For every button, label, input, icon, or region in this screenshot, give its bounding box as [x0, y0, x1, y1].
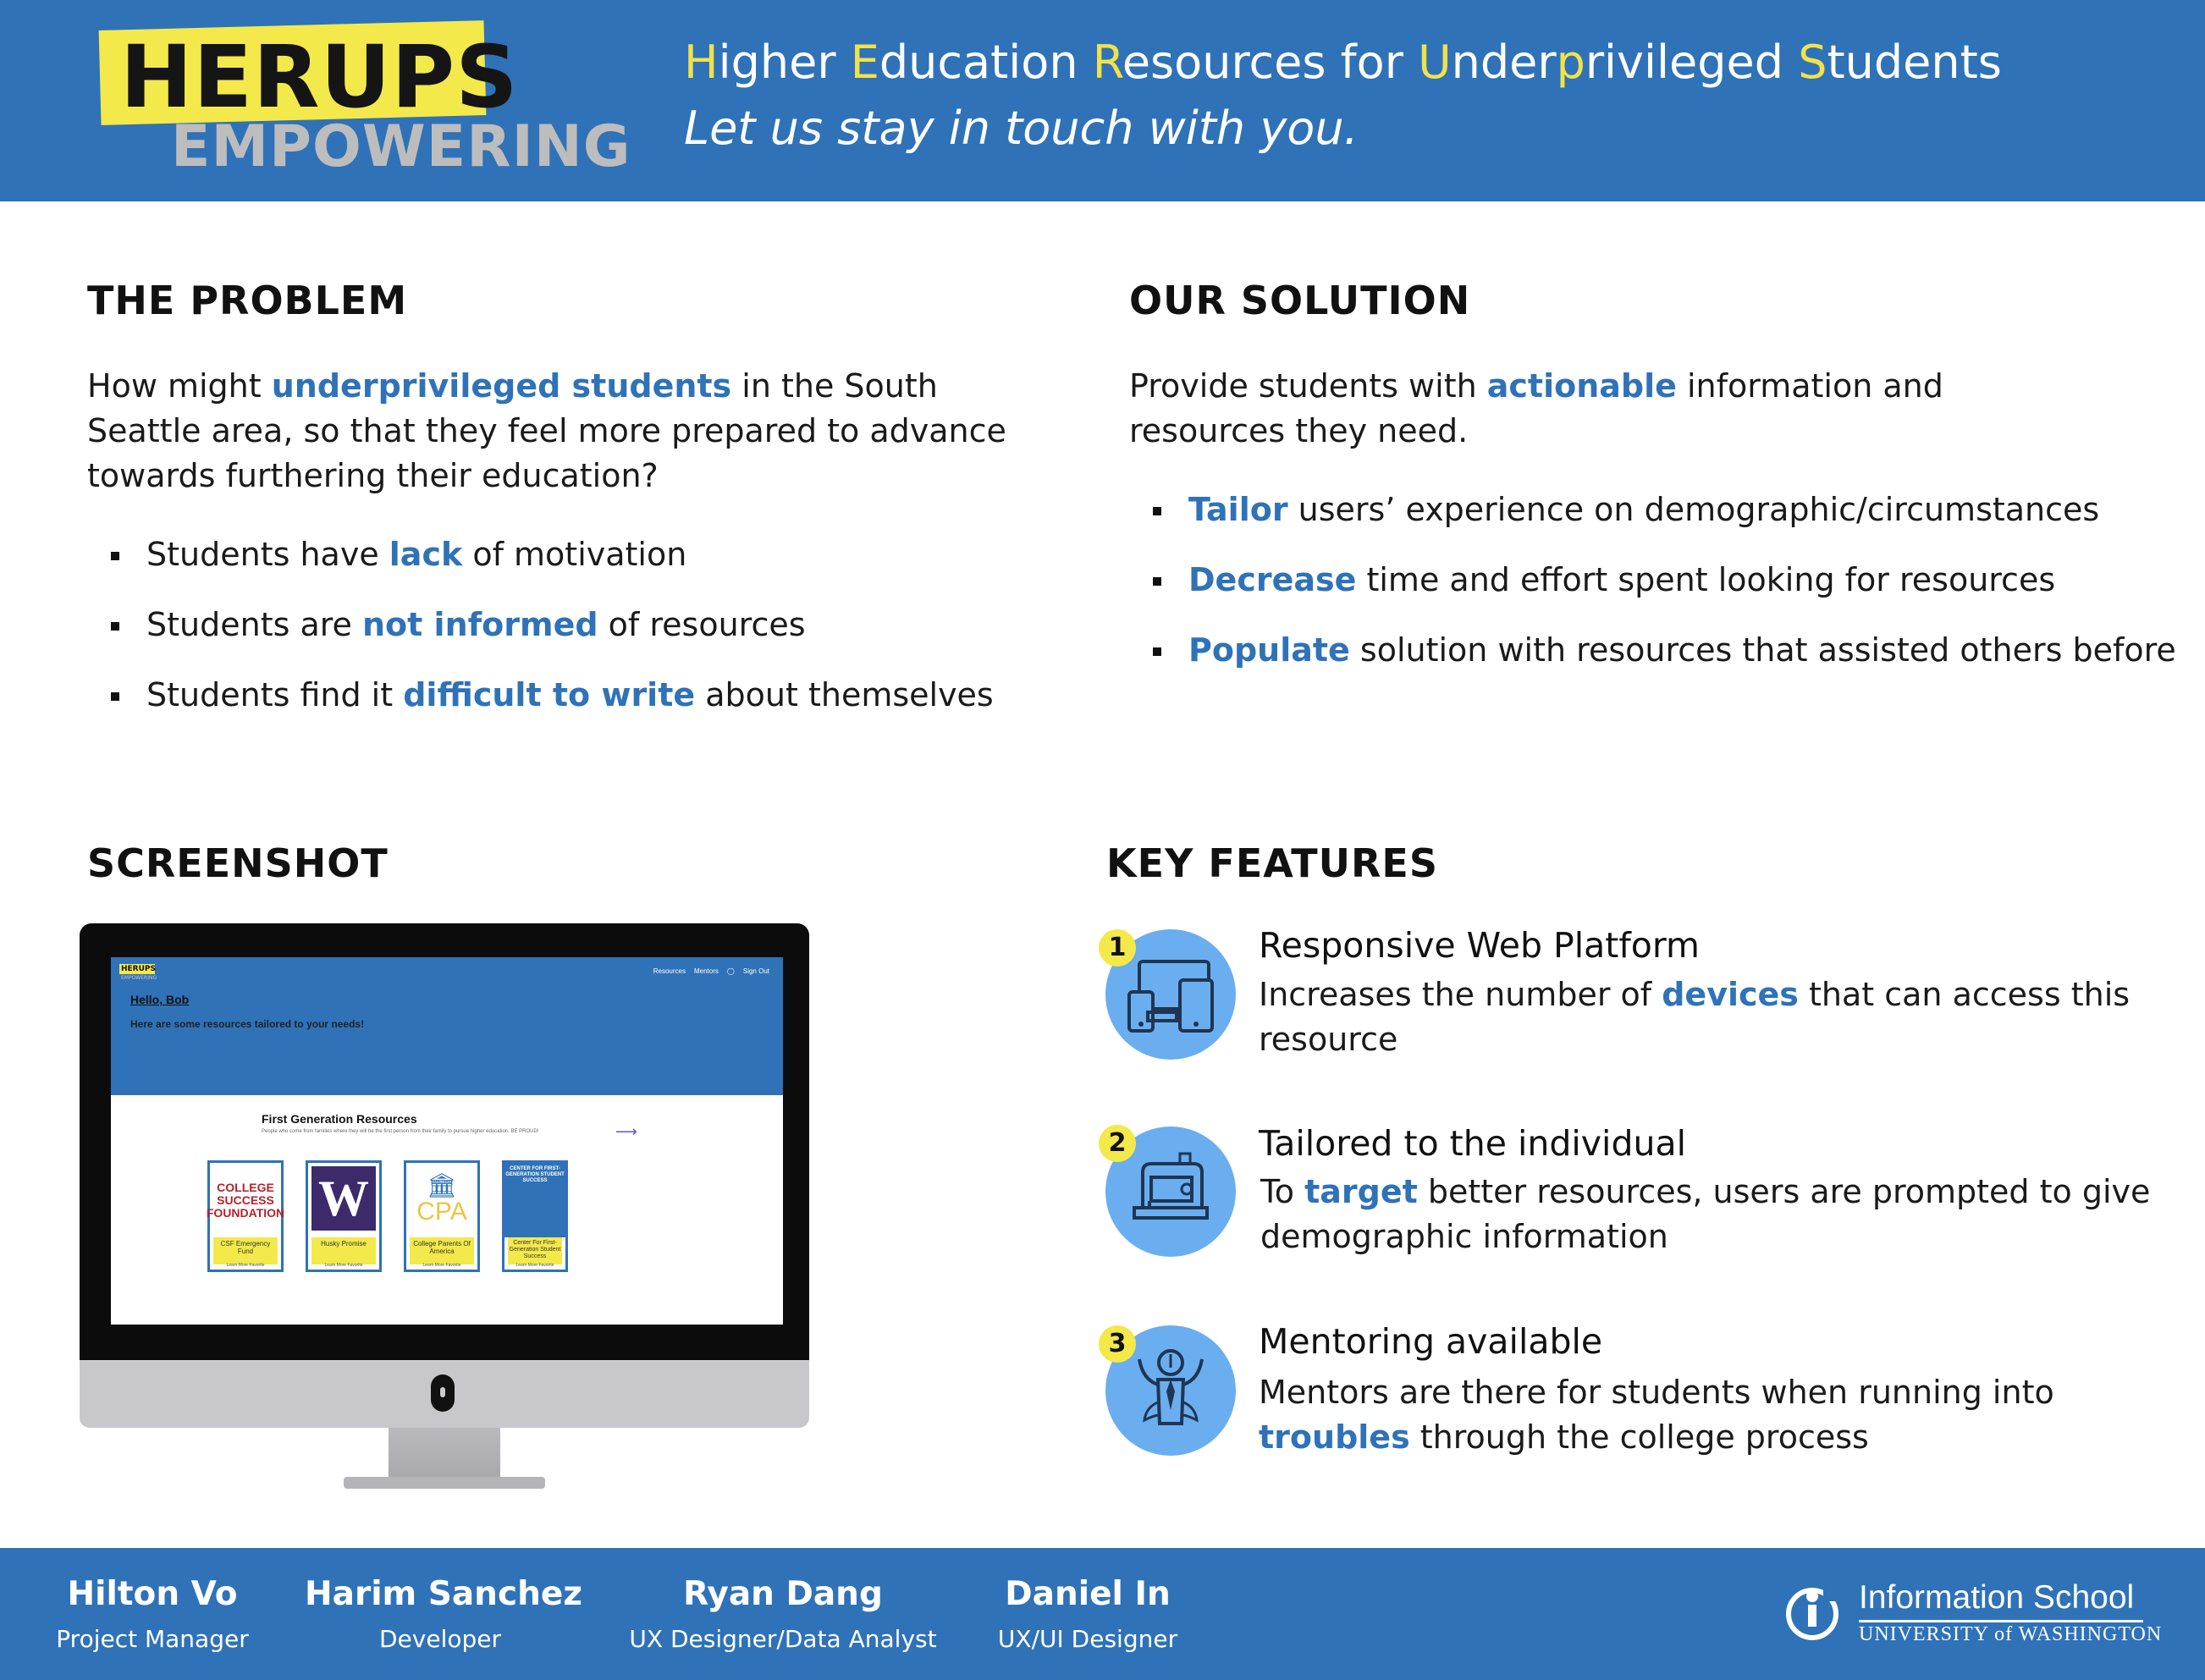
- team-member: [305, 1571, 582, 1661]
- app-nav-resources[interactable]: Resources: [653, 967, 686, 975]
- card-image: [206, 1163, 285, 1237]
- member-name: Ryan Dang: [683, 1575, 883, 1613]
- bullet-pre: Students have: [146, 536, 389, 573]
- member-role: Developer: [378, 1625, 501, 1653]
- app-greeting[interactable]: Hello, Bob: [130, 993, 190, 1006]
- member-role: Project Manager: [56, 1625, 249, 1653]
- solution-intro-pre: Provide students with: [1129, 367, 1487, 405]
- ischool-divider: [1859, 1620, 2143, 1622]
- solution-heading: OUR SOLUTION: [1129, 278, 1471, 323]
- bullet-square-icon: [1153, 577, 1161, 586]
- bullet-square-icon: [1153, 647, 1161, 656]
- webcam-lens: [440, 1387, 445, 1397]
- bullet-post: time and effort spent looking for resources: [1356, 561, 2056, 598]
- problem-intro-pre: How might: [87, 367, 272, 405]
- problem-bullet-list: [87, 532, 994, 743]
- card-image: [311, 1166, 376, 1231]
- logo-herups: HERUPS: [120, 27, 519, 128]
- card-label: Center For First-Generation Student Success: [508, 1237, 562, 1264]
- bullet-post: of resources: [598, 606, 806, 643]
- card-links[interactable]: Learn More Favorite: [422, 1263, 461, 1268]
- feature-desc: [1259, 972, 2156, 1062]
- ischool-name: Information School: [1859, 1579, 2135, 1616]
- feature-desc: [1259, 1370, 2156, 1460]
- feature-desc-pre: To: [1260, 1173, 1305, 1210]
- feature-title: Tailored to the individual: [1259, 1123, 1686, 1164]
- bullet-highlight: not informed: [362, 606, 598, 643]
- header-subtitle: Let us stay in touch with you.: [684, 102, 1359, 155]
- card-links[interactable]: Learn More Favorite: [515, 1263, 554, 1268]
- card-image-text: W: [318, 1170, 369, 1226]
- feature-desc-highlight: troubles: [1259, 1418, 1410, 1456]
- title-cap: p: [1556, 36, 1585, 89]
- card-image-text: CPA: [416, 1198, 467, 1226]
- problem-bullet: [87, 673, 994, 718]
- bullet-square-icon: [111, 622, 119, 631]
- member-role: UX/UI Designer: [997, 1625, 1178, 1653]
- feature-desc: [1260, 1170, 2158, 1259]
- team-member: [618, 1571, 948, 1661]
- features-heading: KEY FEATURES: [1106, 840, 1438, 886]
- header-banner: [0, 0, 2205, 201]
- team-member: [34, 1571, 271, 1661]
- header-title: [684, 36, 2002, 89]
- solution-bullet-list: [1129, 487, 2176, 698]
- problem-bullet: [87, 603, 994, 647]
- devices-icon: [1122, 955, 1219, 1036]
- bullet-pre: Students are: [146, 606, 362, 643]
- member-name: Harim Sanchez: [305, 1575, 582, 1613]
- feature-title: Mentoring available: [1259, 1321, 1603, 1362]
- ischool-university: UNIVERSITY of WASHINGTON: [1859, 1623, 2163, 1645]
- logo-empowering: EMPOWERING: [171, 113, 631, 180]
- bullet-post: solution with resources that assisted others before: [1349, 631, 2176, 669]
- card-image-text: COLLEGE SUCCESS FOUNDATION: [206, 1180, 285, 1220]
- app-logo: HERUPS: [121, 965, 156, 973]
- bullet-square-icon: [1153, 507, 1161, 515]
- member-name: Daniel In: [1005, 1575, 1171, 1613]
- title-cap: H: [684, 36, 719, 89]
- solution-bullet: [1129, 558, 2176, 603]
- app-section-title: First Generation Resources: [262, 1112, 417, 1126]
- title-cap: S: [1798, 36, 1827, 89]
- resource-card[interactable]: [502, 1160, 568, 1272]
- bullet-post: about themselves: [695, 676, 994, 713]
- bullet-highlight: Populate: [1188, 631, 1350, 669]
- problem-intro-post: in the South Seattle area, so that they feel more prepared to advance towards furthering their education?: [87, 367, 1006, 494]
- title-rest: igher: [718, 36, 851, 89]
- feature-title: Responsive Web Platform: [1259, 925, 1700, 966]
- monitor-stand: [389, 1428, 500, 1479]
- feature-desc-post: through the college process: [1409, 1418, 1869, 1456]
- card-label: Husky Promise: [311, 1237, 376, 1264]
- feature-desc-highlight: target: [1304, 1173, 1418, 1210]
- monitor-base: [344, 1477, 545, 1489]
- feature-number-badge: 2: [1099, 1125, 1136, 1162]
- feature-desc-post: that can access this resource: [1259, 976, 2131, 1058]
- bullet-highlight: difficult to write: [403, 676, 696, 713]
- feature-desc-post: better resources, users are prompted to give demographic information: [1260, 1173, 2151, 1255]
- resource-card[interactable]: [404, 1160, 480, 1272]
- solution-intro-highlight: actionable: [1486, 367, 1677, 405]
- member-role: UX Designer/Data Analyst: [629, 1625, 937, 1653]
- mentor-icon: [1126, 1342, 1216, 1437]
- screenshot-heading: SCREENSHOT: [87, 840, 389, 886]
- problem-intro-highlight: underprivileged students: [271, 367, 732, 405]
- title-cap: E: [850, 36, 879, 89]
- card-label: CSF Emergency Fund: [213, 1237, 278, 1264]
- app-nav-signout[interactable]: Sign Out: [742, 967, 769, 975]
- sewing-machine-icon: [1126, 1147, 1216, 1237]
- monitor-screen: [111, 957, 783, 1325]
- solution-bullet: [1129, 628, 2176, 673]
- card-image-text: CENTER FOR FIRST-GENERATION STUDENT SUCCESS: [505, 1166, 565, 1183]
- bullet-square-icon: [111, 552, 119, 560]
- team-member: [965, 1571, 1210, 1661]
- card-label: College Parents Of America: [410, 1237, 474, 1264]
- title-cap: R: [1092, 36, 1122, 89]
- member-name: Hilton Vo: [67, 1575, 238, 1613]
- problem-bullet: [87, 532, 994, 577]
- title-rest: tudents: [1827, 36, 2002, 89]
- app-logo-sub: EMPOWERING: [121, 975, 157, 981]
- card-links[interactable]: Learn More Favorite: [324, 1263, 363, 1268]
- arrow-right-icon[interactable]: ⟶: [615, 1123, 637, 1141]
- card-image: [504, 1163, 565, 1237]
- solution-intro-post: information and resources they need.: [1129, 367, 1943, 449]
- app-nav: [645, 967, 769, 975]
- title-rest: nder: [1451, 36, 1557, 89]
- resource-card[interactable]: [306, 1160, 382, 1272]
- bullet-highlight: Decrease: [1188, 561, 1357, 598]
- app-section-desc: People who come from families where they will be the first person from their family to pursue higher education. BE PROUD!: [262, 1129, 539, 1134]
- app-tagline: Here are some resources tailored to your needs!: [130, 1018, 365, 1030]
- card-links[interactable]: Learn More Favorite: [226, 1263, 265, 1268]
- monitor-mockup: [80, 923, 809, 1490]
- ischool-logo-icon: [1783, 1583, 1842, 1642]
- feature-desc-pre: Mentors are there for students when running into: [1259, 1374, 2054, 1411]
- app-nav-mentors[interactable]: Mentors: [694, 967, 719, 975]
- feature-number-badge: 1: [1099, 929, 1136, 967]
- solution-bullet: [1129, 487, 2176, 532]
- graduation-cap-icon: 🏛: [427, 1172, 457, 1198]
- problem-heading: THE PROBLEM: [87, 278, 408, 323]
- title-rest: esources for: [1122, 36, 1419, 89]
- title-rest: rivileged: [1585, 36, 1799, 89]
- bullet-post: of motivation: [462, 536, 687, 573]
- feature-desc-highlight: devices: [1662, 976, 1799, 1013]
- bullet-highlight: Tailor: [1188, 491, 1288, 528]
- feature-number-badge: 3: [1099, 1325, 1136, 1363]
- bullet-square-icon: [111, 692, 119, 701]
- problem-intro: [87, 364, 1027, 498]
- resource-card[interactable]: [207, 1160, 284, 1272]
- bullet-highlight: lack: [389, 536, 463, 573]
- title-cap: U: [1418, 36, 1452, 89]
- solution-intro: [1129, 364, 2077, 454]
- feature-desc-pre: Increases the number of: [1259, 976, 1662, 1013]
- title-rest: ducation: [879, 36, 1093, 89]
- bullet-pre: Students find it: [146, 676, 404, 713]
- card-image: [406, 1163, 477, 1237]
- bullet-post: users’ experience on demographic/circumstances: [1287, 491, 2100, 528]
- user-icon[interactable]: ◯: [726, 967, 735, 975]
